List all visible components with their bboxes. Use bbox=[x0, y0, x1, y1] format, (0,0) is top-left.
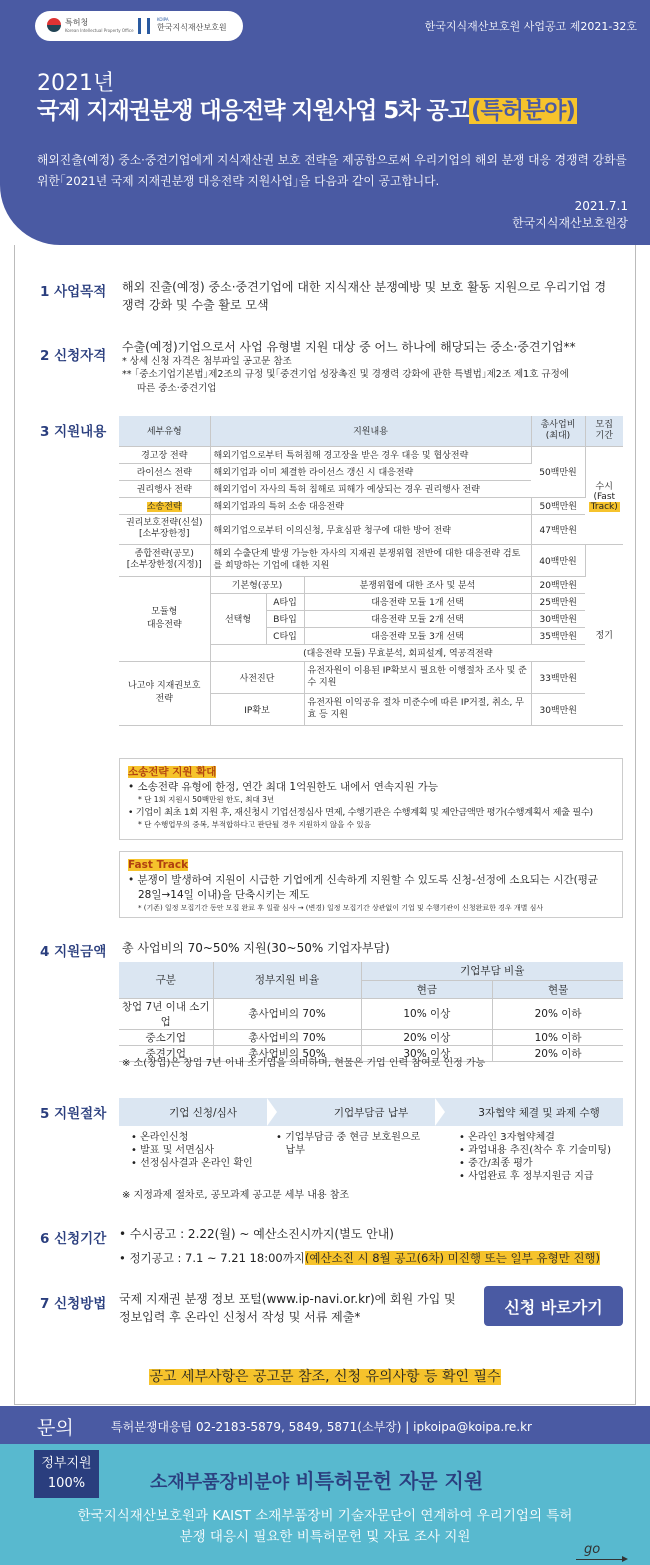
kipo-logo-icon bbox=[47, 18, 61, 32]
page-title bbox=[37, 92, 577, 125]
section1-label: 1 사업목적 bbox=[40, 284, 107, 300]
table-row: 창업 7년 이내 소기업 bbox=[119, 998, 213, 1029]
table-cell: 20% 이하 bbox=[493, 998, 623, 1029]
table-row bbox=[119, 514, 210, 544]
list-item: • 과업내용 추진(착수 후 기술미팅) bbox=[459, 1145, 611, 1156]
cell-line: [소부장한정] bbox=[139, 529, 190, 539]
arrow-head-icon bbox=[622, 1556, 628, 1562]
section1-text: 해외 진출(예정) 중소·중견기업에 대한 지식재산 분쟁예방 및 보호 활동 지원으로 우리기업 경쟁력 강화 및 수출 활로 모색 bbox=[122, 280, 607, 312]
section4-label: 4 지원금액 bbox=[40, 944, 107, 960]
table-cell: 대응전략 모듈 1개 선택 bbox=[304, 593, 531, 610]
koipa-logo-icon bbox=[138, 18, 150, 34]
cell-line: 권리보호전략(신설) bbox=[125, 518, 203, 528]
table-cell: 해외기업으로부터 이의신청, 무효심판 청구에 대한 방어 전략 bbox=[210, 514, 531, 544]
table-cell: 47백만원 bbox=[531, 514, 585, 544]
period-cell bbox=[585, 446, 623, 544]
notice-number: 한국지식재산보호원 사업공고 제2021-32호 bbox=[424, 20, 637, 33]
fasttrack-box bbox=[119, 851, 623, 918]
warning bbox=[0, 1366, 650, 1386]
contact-bar bbox=[0, 1406, 650, 1444]
table-cell: 해외기업이 자사의 특허 침해로 피해가 예상되는 경우 권리행사 전략 bbox=[210, 480, 531, 497]
section2-text: 수출(예정)기업으로서 사업 유형별 지원 대상 중 어느 하나에 해당되는 중소·중견기업** bbox=[122, 340, 576, 354]
th-period: 모집 기간 bbox=[585, 416, 623, 446]
section5-label: 5 지원절차 bbox=[40, 1106, 107, 1122]
contact-label: 문의 bbox=[37, 1417, 74, 1439]
period-text: Track) bbox=[589, 502, 621, 512]
table-cell: 20% 이상 bbox=[361, 1029, 493, 1045]
box-title bbox=[128, 765, 614, 780]
promo-banner[interactable] bbox=[0, 1444, 650, 1565]
th-category: 구분 bbox=[119, 962, 213, 998]
logo-bar[interactable] bbox=[35, 11, 243, 41]
section2-note2: ** ｢중소기업기본법｣제2조의 규정 및｢중견기업 성장촉진 및 경쟁력 강화에 관한 특별법｣제2조 제1호 규정에 bbox=[122, 369, 569, 380]
list-item: • 온라인 3자협약체결 bbox=[459, 1132, 555, 1143]
th-type: 세부유형 bbox=[119, 416, 210, 446]
period-line2 bbox=[119, 1249, 600, 1267]
banner-title bbox=[150, 1465, 483, 1494]
table-cell: 30백만원 bbox=[531, 610, 585, 627]
koipa-logo-sub: KOIPA bbox=[157, 17, 169, 22]
period-regular: • 정기공고 : 7.1 ~ 7.21 18:00까지 bbox=[119, 1251, 305, 1265]
table-cell-text: 소송전략 bbox=[146, 502, 182, 512]
period-text: 수시 bbox=[595, 481, 613, 492]
process-steps bbox=[119, 1098, 623, 1126]
table-cell: 총사업비의 50% bbox=[213, 1045, 361, 1061]
table-cell: IP확보 bbox=[210, 693, 304, 725]
list-item: 납부 bbox=[276, 1145, 305, 1156]
section2-label: 2 신청자격 bbox=[40, 348, 107, 364]
banner-desc bbox=[0, 1506, 650, 1548]
table-cell: 분쟁위협에 대한 조사 및 분석 bbox=[304, 576, 531, 593]
intro-text: 해외진출(예정) 중소·중견기업에게 지식재산권 보호 전략을 제공함으로써 우리기업의 해외 분쟁 대응 경쟁력 강화를 위한｢2021년 국제 지재권분쟁 대응전략 지원사업｣을 다음과 같이 공고합니다. bbox=[37, 153, 627, 188]
ratio-table bbox=[119, 962, 623, 1062]
support-table bbox=[119, 416, 623, 726]
table-cell: 40백만원 bbox=[531, 544, 585, 576]
th-budget: 총사업비 (최대) bbox=[531, 416, 585, 446]
table-cell: 20% 이하 bbox=[493, 1045, 623, 1061]
title-text: 국제 지재권분쟁 대응전략 지원사업 5차 공고 bbox=[37, 98, 469, 124]
table-cell: 기본형(공모) bbox=[210, 576, 304, 593]
section5-note: ※ 지정과제 절차로, 공모과제 공고문 세부 내용 참조 bbox=[122, 1190, 350, 1201]
banner-title-a: 소재부품장비분야 bbox=[150, 1472, 296, 1493]
gov-badge bbox=[34, 1450, 99, 1498]
table-row bbox=[119, 661, 210, 725]
table-cell: 50백만원 bbox=[531, 497, 585, 514]
table-row: 권리행사 전략 bbox=[119, 480, 210, 497]
table-cell: 33백만원 bbox=[531, 661, 585, 693]
go-link[interactable]: go bbox=[584, 1542, 601, 1557]
cell-line: 나고야 지재권보호 bbox=[128, 681, 201, 691]
th-content: 지원내용 bbox=[210, 416, 531, 446]
warning-text: 공고 세부사항은 공고문 참조, 신청 유의사항 등 확인 필수 bbox=[149, 1369, 501, 1385]
table-cell: 30백만원 bbox=[531, 693, 585, 725]
table-cell: 해외기업과의 특허 소송 대응전략 bbox=[210, 497, 531, 514]
table-cell: 유전자원이 이용된 IP확보시 필요한 이행절차 조사 및 준수 지원 bbox=[304, 661, 531, 693]
section6-label: 6 신청기간 bbox=[40, 1231, 107, 1247]
section4-text: 총 사업비의 70~50% 지원(30~50% 기업자부담) bbox=[122, 941, 390, 955]
box-line: • 분쟁이 발생하여 지원이 시급한 기업에게 신속하게 지원할 수 있도록 신청-선정에 소요되는 시간(평균 bbox=[128, 874, 598, 886]
gov-badge-text: 정부지원 bbox=[41, 1456, 92, 1471]
table-cell: 해외 수출단계 발생 가능한 자사의 지재권 분쟁위협 전반에 대한 대응전략 검토를 희망하는 기업에 대한 지원 bbox=[210, 544, 531, 576]
table-row: 중소기업 bbox=[119, 1029, 213, 1045]
period-highlight: (예산소진 시 8월 공고(6차) 미진행 또는 일부 유형만 진행) bbox=[304, 1251, 601, 1265]
table-row bbox=[119, 544, 210, 576]
contact-value[interactable]: 특허분쟁대응팀 02-2183-5879, 5849, 5871(소부장) | ipkoipa@koipa.re.kr bbox=[111, 1420, 532, 1434]
box-line: • 기업이 최초 1회 지원 후, 재신청시 기업선정심사 면제, 수행기관은 수행계획 및 제안금액만 평가(수행계획서 제출 필수) bbox=[128, 807, 593, 818]
litigation-box bbox=[119, 758, 623, 840]
th-company: 기업부담 비율 bbox=[361, 962, 623, 980]
table-cell: B타입 bbox=[266, 610, 304, 627]
box-note: * 단 수행업무의 중복, 부적합하다고 판단될 경우 지원하지 않을 수 있음 bbox=[138, 820, 371, 829]
section2-note3: 따른 중소·중견기업 bbox=[137, 383, 217, 394]
list-item: • 온라인신청 bbox=[131, 1132, 189, 1143]
th-cash: 현금 bbox=[361, 980, 493, 998]
table-cell: 10% 이상 bbox=[361, 998, 493, 1029]
step-1: 기업 신청/심사 bbox=[119, 1098, 287, 1126]
table-row: 중견기업 bbox=[119, 1045, 213, 1061]
year: 2021년 bbox=[37, 71, 115, 96]
list-item: • 발표 및 서면심사 bbox=[131, 1145, 215, 1156]
banner-desc-line: 분쟁 대응시 필요한 비특허문헌 및 자료 조사 지원 bbox=[179, 1529, 471, 1545]
th-gov: 정부지원 비율 bbox=[213, 962, 361, 998]
table-cell: C타입 bbox=[266, 627, 304, 644]
banner-desc-line: 한국지식재산보호원과 KAIST 소재부품장비 기술자문단이 연계하여 우리기업의 특허 bbox=[77, 1508, 573, 1524]
table-cell: 10% 이하 bbox=[493, 1029, 623, 1045]
section4-note: ※ 소(창업)은 창업 7년 이내 소기업을 의미하며, 현물은 기업 인력 참여로 인정 가능 bbox=[122, 1058, 486, 1069]
table-row bbox=[119, 576, 210, 661]
table-cell: 대응전략 모듈 2개 선택 bbox=[304, 610, 531, 627]
table-cell: 선택형 bbox=[210, 593, 266, 644]
table-cell: 해외기업으로부터 특허침해 경고장을 받은 경우 대응 및 협상전략 bbox=[210, 446, 531, 463]
th-inkind: 현물 bbox=[493, 980, 623, 998]
kipo-logo-text: 특허청 bbox=[65, 18, 89, 27]
arrow-icon bbox=[576, 1559, 626, 1560]
kipo-logo-sub: Korean Intellectual Property Office bbox=[65, 28, 134, 33]
list-item: • 선정심사결과 온라인 확인 bbox=[131, 1158, 253, 1169]
cell-line: 대응전략 bbox=[146, 619, 182, 630]
issue-date: 2021.7.1 bbox=[574, 199, 628, 213]
cell-line: 전략 bbox=[155, 694, 173, 704]
step1-list bbox=[131, 1131, 253, 1170]
apply-button[interactable]: 신청 바로가기 bbox=[484, 1286, 623, 1326]
section7-label: 7 신청방법 bbox=[40, 1296, 107, 1312]
box-note: * (기존) 일정 모집기간 동안 모집 완료 후 일괄 심사 → (변경) 일정 모집기간 상관없이 기업 및 수행기관이 신청완료한 경우 개별 심사 bbox=[138, 904, 544, 912]
table-cell: 35백만원 bbox=[531, 627, 585, 644]
step-3: 3자협약 체결 및 과제 수행 bbox=[455, 1098, 623, 1126]
table-cell: 30% 이상 bbox=[361, 1045, 493, 1061]
chevron-icon bbox=[267, 1098, 277, 1126]
box-line: 28일→14일 이내)을 단축시키는 제도 bbox=[138, 889, 310, 901]
table-cell: 25백만원 bbox=[531, 593, 585, 610]
title-tag: (특허분야) bbox=[470, 98, 575, 124]
period-cell: 정기 bbox=[585, 544, 623, 725]
step3-list bbox=[459, 1131, 611, 1183]
table-row: 경고장 전략 bbox=[119, 446, 210, 463]
list-item: • 사업완료 후 정부지원금 지급 bbox=[459, 1171, 594, 1182]
table-cell: A타입 bbox=[266, 593, 304, 610]
header bbox=[0, 0, 650, 245]
table-cell: 대응전략 모듈 3개 선택 bbox=[304, 627, 531, 644]
table-cell: 총사업비의 70% bbox=[213, 1029, 361, 1045]
chevron-icon bbox=[435, 1098, 445, 1126]
koipa-logo-text: 한국지식재산보호원 bbox=[157, 23, 227, 32]
cell-line: [소부장한정(지정)] bbox=[126, 560, 202, 570]
issuer: 한국지식재산보호원장 bbox=[512, 216, 628, 230]
list-item: • 기업부담금 중 현금 보호원으로 bbox=[276, 1132, 421, 1143]
table-cell: 사전진단 bbox=[210, 661, 304, 693]
table-cell: 유전자원 이익공유 절차 미준수에 따른 IP거절, 취소, 무효 등 지원 bbox=[304, 693, 531, 725]
issue-info bbox=[512, 198, 628, 232]
table-row bbox=[119, 497, 210, 514]
step-2: 기업부담금 납부 bbox=[287, 1098, 455, 1126]
table-cell: (대응전략 모듈) 무효분석, 회피설계, 역공격전략 bbox=[210, 644, 585, 661]
table-cell: 해외기업과 이미 체결한 라이선스 갱신 시 대응전략 bbox=[210, 463, 531, 480]
table-cell: 50백만원 bbox=[531, 446, 585, 497]
banner-title-b: 비특허문헌 자문 지원 bbox=[295, 1469, 484, 1493]
box-title-text: 소송전략 지원 확대 bbox=[128, 766, 217, 778]
step2-list bbox=[276, 1131, 420, 1157]
period-line1: • 수시공고 : 2.22(월) ~ 예산소진시까지(별도 안내) bbox=[119, 1227, 394, 1241]
cell-line: 모듈형 bbox=[151, 606, 178, 617]
period-text: (Fast bbox=[593, 491, 616, 502]
box-title-text: Fast Track bbox=[128, 859, 189, 871]
box-title bbox=[128, 858, 614, 873]
box-note: * 단 1회 지원시 50백만원 한도, 최대 3년 bbox=[138, 795, 275, 804]
section2-note1: * 상세 신청 자격은 첨부파일 공고문 참조 bbox=[122, 356, 292, 367]
table-cell: 총사업비의 70% bbox=[213, 998, 361, 1029]
box-line: • 소송전략 유형에 한정, 연간 최대 1억원한도 내에서 연속지원 가능 bbox=[128, 781, 438, 793]
table-row: 라이선스 전략 bbox=[119, 463, 210, 480]
list-item: • 중간/최종 평가 bbox=[459, 1158, 533, 1169]
gov-badge-percent: 100% bbox=[47, 1476, 86, 1491]
section3-label: 3 지원내용 bbox=[40, 424, 107, 440]
cell-line: 종합전략(공모) bbox=[134, 549, 194, 559]
section7-text: 국제 지재권 분쟁 정보 포털(www.ip-navi.or.kr)에 회원 가입 및 정보입력 후 온라인 신청서 작성 및 서류 제출* bbox=[119, 1292, 456, 1324]
table-cell: 20백만원 bbox=[531, 576, 585, 593]
